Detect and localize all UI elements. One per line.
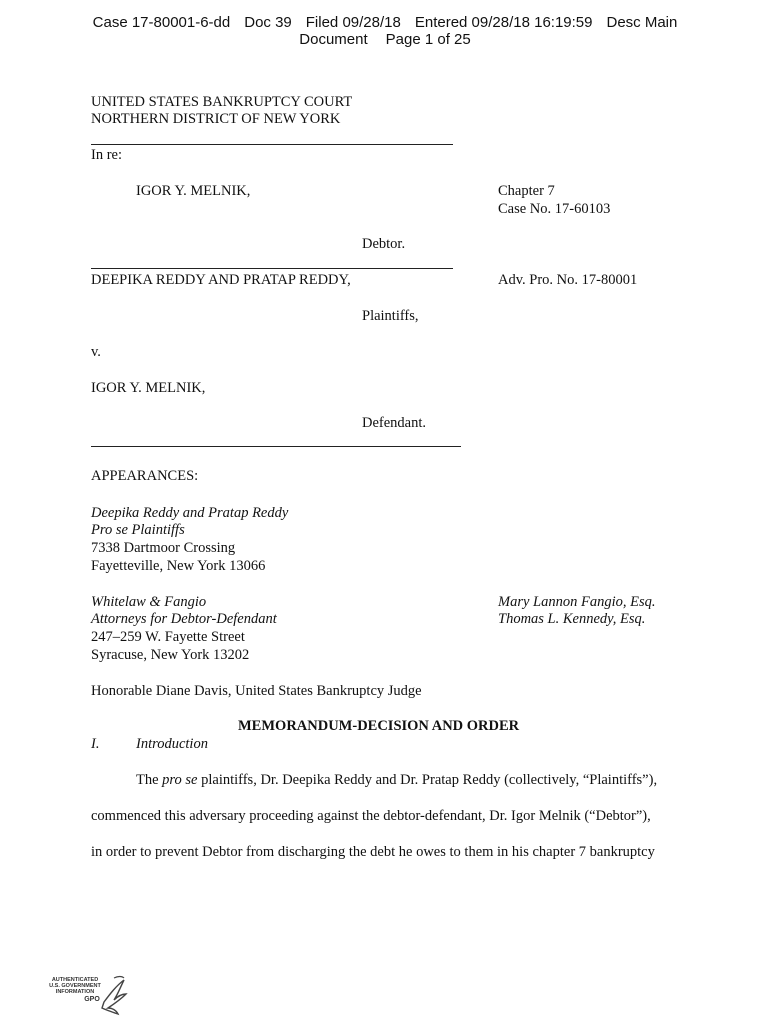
seal-line-2: U.S. GOVERNMENT [49,983,101,989]
debtor-name: IGOR Y. MELNIK, [136,183,251,199]
court-district: NORTHERN DISTRICT OF NEW YORK [91,111,341,127]
defense-address-1: 247–259 W. Fayette Street [91,629,245,645]
entered-date: Entered 09/28/18 16:19:59 [414,14,593,31]
versus: v. [91,344,101,360]
docket-header [0,14,770,48]
court-name: UNITED STATES BANKRUPTCY COURT [91,94,353,110]
p1-italic: pro se [162,772,198,788]
plaintiffs-party-name: Deepika Reddy and Pratap Reddy [91,505,289,521]
docket-header-line-2 [0,31,770,48]
desc-main: Desc Main [606,14,678,31]
filed-date: Filed 09/28/18 [305,14,401,31]
defense-address-2: Syracuse, New York 13202 [91,647,250,663]
page-indicator: Page 1 of 25 [385,31,471,48]
plaintiffs-names: DEEPIKA REDDY AND PRATAP REDDY, [91,272,351,288]
plaintiffs-role: Pro se Plaintiffs [91,522,185,538]
section-title: Introduction [136,736,208,752]
paragraph-line-1 [136,772,657,789]
seal-line-3: INFORMATION [55,989,95,995]
p1-pre: The [136,772,163,788]
section-number: I. [91,736,100,752]
defense-attorney-1: Mary Lannon Fangio, Esq. [498,594,656,610]
defense-role: Attorneys for Debtor-Defendant [91,611,277,627]
gpo-authentication-seal [44,972,130,1016]
case-no: Case No. 17-60103 [498,201,611,217]
paragraph-line-2: commenced this adversary proceeding against the debtor-defendant, Dr. Igor Melnik (“Debtor”), [91,808,651,824]
judge-line: Honorable Diane Davis, United States Bankruptcy Judge [91,683,422,699]
in-re: In re: [91,147,122,163]
plaintiffs-address-2: Fayetteville, New York 13066 [91,558,266,574]
chapter: Chapter 7 [498,183,555,199]
document-label: Document [299,31,368,48]
defendant-label: Defendant. [362,415,427,431]
plaintiffs-label: Plaintiffs, [362,308,419,324]
caption-rule-bottom [91,446,461,447]
docket-header-line-1 [0,14,770,31]
p1-post: plaintiffs, Dr. Deepika Reddy and Dr. Pratap Reddy (collectively, “Plaintiffs”), [197,772,658,788]
defense-attorney-2: Thomas L. Kennedy, Esq. [498,611,646,627]
doc-number: Doc 39 [244,14,292,31]
caption-rule-top [91,144,453,145]
adv-pro-number: Adv. Pro. No. 17-80001 [498,272,638,288]
memo-title: MEMORANDUM-DECISION AND ORDER [238,718,520,734]
seal-line-1: AUTHENTICATED [51,977,99,983]
plaintiffs-address-1: 7338 Dartmoor Crossing [91,540,236,556]
defendant-name: IGOR Y. MELNIK, [91,380,206,396]
caption-rule-mid [91,268,453,269]
case-number: Case 17-80001-6-dd [92,14,231,31]
paragraph-line-3: in order to prevent Debtor from discharging the debt he owes to them in his chapter 7 bankruptcy [91,844,655,860]
debtor-label: Debtor. [362,236,406,252]
seal-line-4: GPO [84,996,100,1003]
defense-firm: Whitelaw & Fangio [91,594,207,610]
appearances-heading: APPEARANCES: [91,468,199,484]
